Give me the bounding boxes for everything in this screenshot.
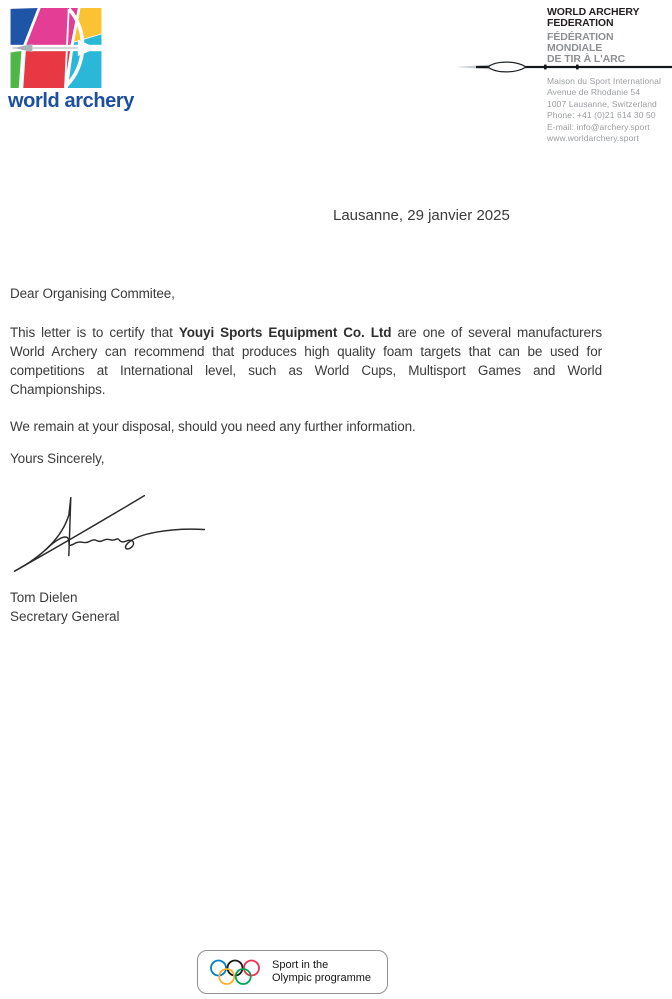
- address-block: [547, 76, 672, 144]
- org-name-en-line1: WORLD ARCHERY: [547, 6, 640, 18]
- address-line: Avenue de Rhodanie 54: [547, 87, 641, 98]
- address-line: 1007 Lausanne, Switzerland: [547, 98, 657, 109]
- logo-wordmark: world archery: [8, 90, 134, 112]
- olympic-programme-badge: [197, 950, 388, 994]
- org-name-fr-line1: FÉDÉRATION: [547, 31, 614, 43]
- org-name-fr-line3: DE TIR À L'ARC: [547, 53, 626, 65]
- letter-body: [10, 284, 602, 468]
- address-line: E-mail: info@archery.sport: [547, 121, 650, 132]
- org-name-en-line2: FEDERATION: [547, 17, 614, 29]
- org-name-block: [547, 7, 667, 65]
- signature: [8, 484, 213, 576]
- signer-block: [10, 588, 120, 626]
- olympic-label-line2: Olympic programme: [272, 972, 372, 984]
- dateline: Lausanne, 29 janvier 2025: [333, 207, 510, 224]
- salutation: Dear Organising Commitee,: [10, 286, 175, 301]
- paragraph-rest: are one of several manufacturers World Archery can recommend that produces high quality foam targets that can be used for competitions at International level, such as World Cups, Multisport Games and World Championships.: [10, 325, 603, 397]
- company-name: Youyi Sports Equipment Co. Ltd: [178, 325, 392, 340]
- address-line: Maison du Sport International: [547, 76, 661, 86]
- paragraph-intro: This letter is to certify that: [10, 325, 179, 340]
- address-line: Phone: +41 (0)21 614 30 50: [547, 110, 656, 121]
- olympic-label-line1: Sport in the: [272, 959, 329, 971]
- closing-paragraph: We remain at your disposal, should you need any further information.: [10, 419, 416, 434]
- org-name-fr-line2: MONDIALE: [547, 42, 603, 54]
- signer-title: Secretary General: [10, 609, 120, 624]
- olympic-programme-label: [272, 959, 371, 985]
- sign-off: Yours Sincerely,: [10, 451, 105, 466]
- signer-name: Tom Dielen: [10, 590, 78, 605]
- certification-paragraph: [10, 323, 602, 399]
- address-line: www.worldarchery.sport: [547, 133, 639, 144]
- world-archery-logo-icon: [10, 8, 102, 88]
- olympic-rings-icon: [210, 958, 266, 988]
- arrow-icon: [456, 59, 672, 75]
